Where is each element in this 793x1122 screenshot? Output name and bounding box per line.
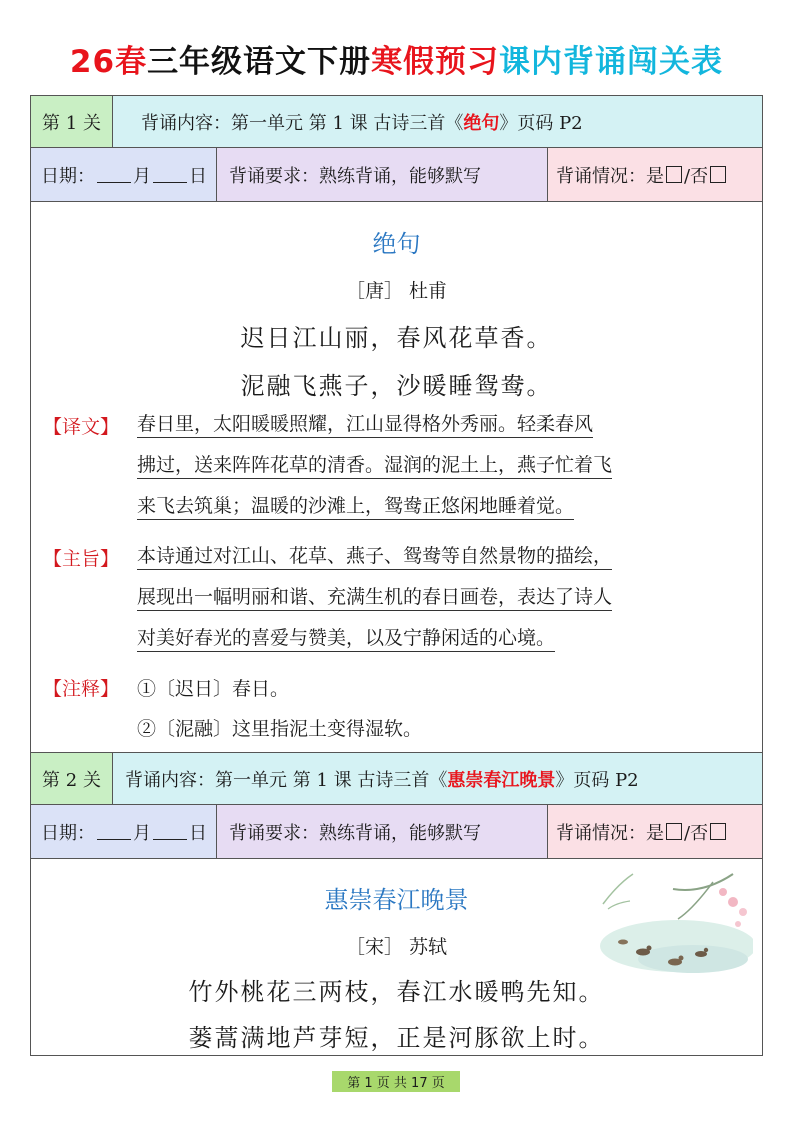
poem-2-line: 蒌蒿满地芦芽短，正是河豚欲上时。 [188, 1024, 605, 1052]
month-label: 月 [133, 165, 151, 187]
level-1-content-prefix: 背诵内容：第一单元 第 1 课 古诗三首《 [141, 112, 464, 134]
date-label: 日期： [41, 822, 95, 844]
poem-1-line: 泥融飞燕子，沙暖睡鸳鸯。 [240, 372, 553, 400]
level-2-header-row [31, 752, 762, 805]
notes-tag: 【注释】 [43, 678, 120, 700]
recitation-sheet [30, 95, 763, 1056]
translation-line: 春日里，太阳暖暖照耀，江山显得格外秀丽。轻柔春风 [137, 413, 593, 438]
status-separator: /否 [684, 165, 709, 187]
level-1-requirement: 背诵要求：熟练背诵，能够默写 [217, 148, 548, 201]
poem-2-author: ［宋］ 苏轼 [345, 936, 448, 958]
translation-text [137, 404, 749, 527]
poem-1-author: ［唐］ 杜甫 [345, 280, 448, 302]
day-label: 日 [189, 822, 207, 844]
note-item: ②〔泥融〕这里指泥土变得湿软。 [137, 718, 423, 740]
level-2-content-suffix: 》页码 P2 [555, 769, 639, 791]
month-label: 月 [133, 822, 151, 844]
poem-1-line: 迟日江山丽，春风花草香。 [240, 324, 553, 352]
translation-line: 拂过，送来阵阵花草的清香。湿润的泥土上，燕子忙着飞 [137, 454, 612, 479]
date-label: 日期： [41, 165, 95, 187]
level-2-status [548, 805, 762, 858]
poem-1-title: 绝句 [372, 230, 421, 258]
page-title [0, 36, 793, 81]
day-blank[interactable] [153, 823, 187, 840]
month-blank[interactable] [97, 823, 131, 840]
day-blank[interactable] [153, 166, 187, 183]
theme-line: 展现出一幅明丽和谐、充满生机的春日画卷，表达了诗人 [137, 586, 612, 611]
title-year: 26 [69, 44, 116, 80]
level-2-content [113, 753, 762, 804]
title-grade: 三年级语文下册 [147, 44, 372, 80]
level-1-label: 第 1 关 [31, 96, 113, 147]
title-season: 春 [115, 44, 148, 80]
theme-text [137, 536, 749, 659]
status-label: 背诵情况：是 [556, 165, 664, 187]
no-checkbox[interactable] [710, 166, 726, 183]
status-label: 背诵情况：是 [556, 822, 664, 844]
title-table: 课内背诵闯关表 [499, 44, 724, 80]
yes-checkbox[interactable] [666, 823, 682, 840]
level-1-date [31, 148, 217, 201]
level-2-content-lesson: 惠崇春江晚景 [447, 769, 556, 791]
level-2-label: 第 2 关 [31, 753, 113, 804]
note-item: ①〔迟日〕春日。 [137, 678, 290, 700]
theme-line: 本诗通过对江山、花草、燕子、鸳鸯等自然景物的描绘， [137, 545, 612, 570]
yes-checkbox[interactable] [666, 166, 682, 183]
level-2-content-prefix: 背诵内容：第一单元 第 1 课 古诗三首《 [125, 769, 448, 791]
page-number: 第 1 页 共 17 页 [332, 1071, 460, 1092]
poem-2-title: 惠崇春江晚景 [324, 886, 469, 914]
level-1-status [548, 148, 762, 201]
theme-line: 对美好春光的喜爱与赞美，以及宁静闲适的心境。 [137, 627, 555, 652]
level-2-info-row [31, 805, 762, 859]
translation-line: 来飞去筑巢；温暖的沙滩上，鸳鸯正悠闲地睡着觉。 [137, 495, 574, 520]
status-separator: /否 [684, 822, 709, 844]
level-1-content [113, 96, 762, 147]
level-2-requirement: 背诵要求：熟练背诵，能够默写 [217, 805, 548, 858]
day-label: 日 [189, 165, 207, 187]
theme-tag: 【主旨】 [43, 548, 120, 570]
no-checkbox[interactable] [710, 823, 726, 840]
level-1-info-row [31, 148, 762, 202]
poem-2-line: 竹外桃花三两枝，春江水暖鸭先知。 [188, 978, 605, 1006]
translation-tag: 【译文】 [43, 416, 120, 438]
title-preview: 寒假预习 [371, 44, 500, 80]
level-2-date [31, 805, 217, 858]
level-1-content-lesson: 绝句 [463, 112, 500, 134]
level-1-header-row [31, 96, 762, 148]
month-blank[interactable] [97, 166, 131, 183]
level-1-content-suffix: 》页码 P2 [499, 112, 583, 134]
